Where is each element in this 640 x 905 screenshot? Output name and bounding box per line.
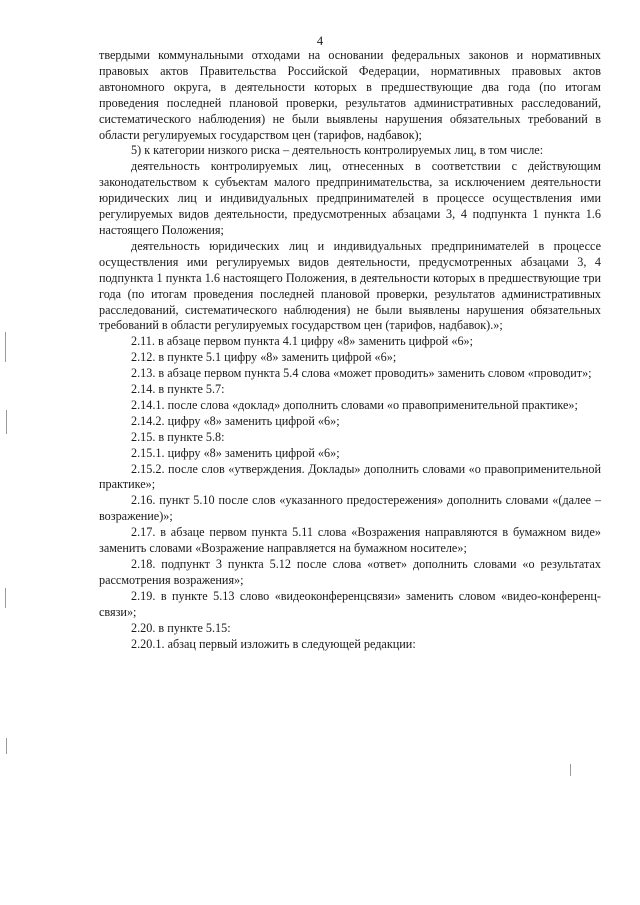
item-2-13: 2.13. в абзаце первом пункта 5.4 слова «может проводить» заменить словом «проводит»; (131, 366, 592, 381)
item-2-18: 2.18. подпункт 3 пункта 5.12 после слова «ответ» дополнить словами «о результатах рассмотрения возражения»; (99, 557, 601, 587)
scan-artifact-left (6, 410, 7, 434)
scan-artifact-left (5, 332, 6, 362)
item-2-15-2: 2.15.2. после слов «утверждения. Доклады» дополнить словами «о правоприменительной практике»; (99, 461, 601, 492)
item-2-15-1: 2.15.1. цифру «8» заменить цифрой «6»; (131, 445, 340, 460)
page-number: 4 (316, 34, 324, 48)
item-2-19: 2.19. в пункте 5.13 слово «видеоконференцсвязи» заменить словом «видео-конференц-связи»; (99, 588, 601, 619)
item-2-14: 2.14. в пункте 5.7: (131, 382, 225, 397)
item-2-15: 2.15. в пункте 5.8: (131, 429, 225, 444)
document-body (99, 48, 601, 652)
paragraph-low-risk: 5) к категории низкого риска – деятельность контролируемых лиц, в том числе: (131, 143, 544, 158)
item-2-14-1: 2.14.1. после слова «доклад» дополнить словами «о правоприменительной практике»; (131, 397, 578, 412)
item-2-17: 2.17. в абзаце первом пункта 5.11 слова «Возражения направляются в бумажном виде» заменить словами «Возражение направляется на бумажном носителе»; (99, 525, 601, 556)
scan-artifact-left (6, 738, 7, 754)
item-2-20: 2.20. в пункте 5.15: (131, 620, 231, 635)
item-2-20-1: 2.20.1. абзац первый изложить в следующей редакции: (131, 636, 416, 651)
item-2-11: 2.11. в абзаце первом пункта 4.1 цифру «8» заменить цифрой «6»; (131, 334, 474, 349)
paragraph-continuation: твердыми коммунальными отходами на основании федеральных законов и нормативных правовых актов Правительства Российской Федерации, нормативных правовых актов автономного округа, в деятельности которых в предшествующие два года (по итогам проведения последней плановой проверки, результатов административных расследований, систематического наблюдения) не были выявлены нарушения обязательных требований в области регулируемых государством цен (тарифов, надбавок); (99, 48, 601, 142)
item-2-14-2: 2.14.2. цифру «8» заменить цифрой «6»; (131, 413, 340, 428)
item-2-16: 2.16. пункт 5.10 после слов «указанного предостережения» дополнить словами «(далее – возражение)»; (99, 493, 601, 524)
scan-artifact-left (5, 588, 6, 608)
scan-artifact-right (570, 764, 571, 776)
item-2-12: 2.12. в пункте 5.1 цифру «8» заменить цифрой «6»; (131, 350, 397, 365)
paragraph-legal-entities: деятельность юридических лиц и индивидуальных предпринимателей в процессе осуществления ими регулируемых видов деятельности, предусмотренных абзацами 3, 4 подпункта 1 пункта 1.6 настоящего Положения, в деятельности которых в предшествующие три года (по итогам проведения последней плановой проверки, результатов административных расследований, систематического наблюдения) не были выявлены нарушения обязательных требований в области регулируемых государством цен (тарифов, надбавок).»; (99, 238, 601, 333)
paragraph-small-business: деятельность контролируемых лиц, отнесенных в соответствии с действующим законодательством к субъектам малого предпринимательства, за исключением деятельности юридических лиц и индивидуальных предпринимателей в процессе осуществления ими регулируемых видов деятельности, предусмотренных абзацами 3, 4 подпункта 1 пункта 1.6 настоящего Положения; (99, 159, 601, 237)
